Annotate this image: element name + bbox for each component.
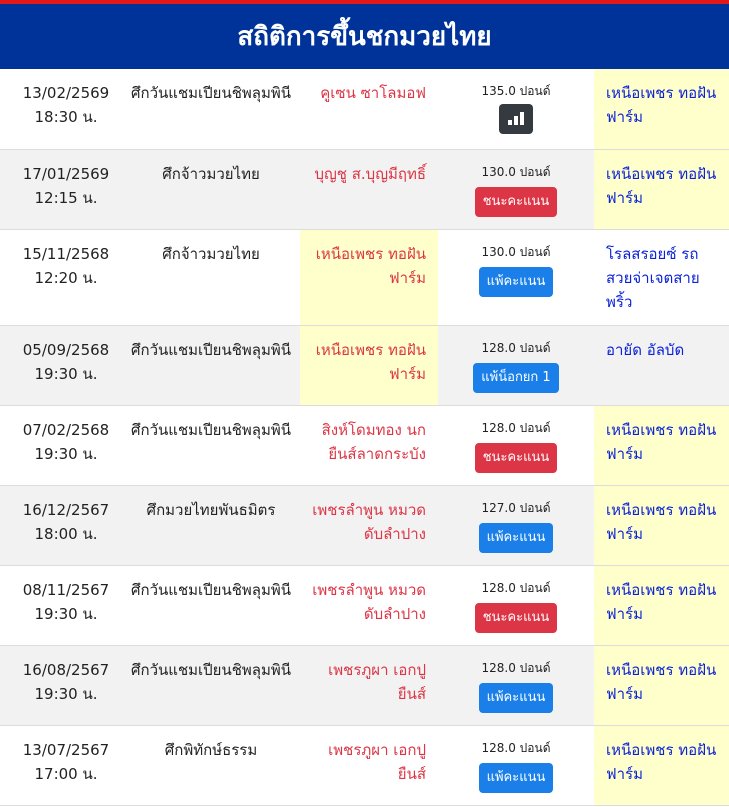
- fight-date: 05/09/2568: [22, 340, 110, 359]
- fighter-name[interactable]: เหนือเพชร ทอฝันฟาร์ม: [606, 84, 717, 126]
- fighter-name[interactable]: เพชรลำพูน หมวดดับลำปาง: [312, 500, 426, 543]
- fighter-name[interactable]: เหนือเพชร ทอฝันฟาร์ม: [315, 340, 426, 383]
- event-name: ศึกวันแชมเปียนชิพลุมพินี: [131, 84, 291, 102]
- red-corner-fighter[interactable]: [300, 565, 438, 645]
- fight-date: 08/11/2567: [22, 580, 110, 599]
- result-badge: แพ้คะแนน: [479, 523, 554, 553]
- result-cell: [438, 405, 594, 485]
- fight-date: 13/02/2569: [22, 84, 110, 102]
- fight-time: 17:00 น.: [34, 764, 98, 783]
- result-cell: [438, 725, 594, 805]
- fight-time: 19:30 น.: [34, 604, 98, 623]
- result-badge: ชนะคะแนน: [475, 443, 558, 473]
- fighter-name[interactable]: คูเซน ซาโลมอฟ: [320, 84, 426, 102]
- result-badge: แพ้คะแนน: [479, 267, 554, 297]
- event-name: ศึกจ้าวมวยไทย: [162, 164, 260, 183]
- result-badge: ชนะคะแนน: [475, 187, 558, 217]
- blue-corner-fighter[interactable]: [594, 149, 729, 229]
- fighter-name[interactable]: เหนือเพชร ทอฝันฟาร์ม: [606, 660, 717, 703]
- fight-row: [0, 325, 729, 405]
- fight-date-cell: [0, 405, 122, 485]
- blue-corner-fighter[interactable]: [594, 485, 729, 565]
- fighter-name[interactable]: เพชรลำพูน หมวดดับลำปาง: [312, 580, 426, 623]
- fight-row: [0, 565, 729, 645]
- fighter-name[interactable]: โรลสรอยซ์ รถสวยจ่าเจตสายพริ้ว: [606, 244, 700, 311]
- fighter-name[interactable]: เพชรภูผา เอกปู ยืนส์: [328, 740, 426, 783]
- fighter-name[interactable]: สิงห์โดมทอง นกยืนส์ลาดกระบัง: [321, 420, 426, 463]
- event-name: ศึกวันแชมเปียนชิพลุมพินี: [131, 420, 291, 439]
- result-cell: [438, 565, 594, 645]
- blue-corner-fighter[interactable]: [594, 725, 729, 805]
- fight-row: [0, 149, 729, 229]
- fight-time: 19:30 น.: [34, 364, 98, 383]
- red-corner-fighter[interactable]: [300, 325, 438, 405]
- fight-row: [0, 229, 729, 325]
- fight-date: 17/01/2569: [22, 164, 110, 183]
- fighter-name[interactable]: เหนือเพชร ทอฝันฟาร์ม: [606, 500, 717, 543]
- result-badge: แพ้คะแนน: [479, 683, 554, 713]
- fighter-name[interactable]: เหนือเพชร ทอฝันฟาร์ม: [606, 164, 717, 207]
- weight-class: 128.0 ปอนด์: [481, 580, 551, 595]
- weight-class: 128.0 ปอนด์: [481, 340, 551, 355]
- fight-time: 12:20 น.: [34, 268, 98, 287]
- blue-corner-fighter[interactable]: [594, 405, 729, 485]
- event-name: ศึกมวยไทยพันธมิตร: [146, 500, 276, 519]
- fight-date-cell: [0, 645, 122, 725]
- red-corner-fighter[interactable]: [300, 725, 438, 805]
- fight-row: [0, 645, 729, 725]
- blue-corner-fighter[interactable]: [594, 325, 729, 405]
- red-corner-fighter[interactable]: [300, 69, 438, 149]
- result-cell: [438, 645, 594, 725]
- fight-date-cell: [0, 69, 122, 149]
- fight-date-cell: [0, 149, 122, 229]
- fight-record-table: [0, 69, 729, 806]
- blue-corner-fighter[interactable]: [594, 229, 729, 325]
- bar-chart-icon[interactable]: [499, 104, 533, 134]
- result-cell: [438, 229, 594, 325]
- fight-date: 16/08/2567: [22, 660, 110, 679]
- weight-class: 127.0 ปอนด์: [481, 500, 551, 515]
- fighter-name[interactable]: เหนือเพชร ทอฝันฟาร์ม: [606, 740, 717, 783]
- event-name: ศึกวันแชมเปียนชิพลุมพินี: [131, 340, 291, 359]
- fight-time: 18:00 น.: [34, 524, 98, 543]
- red-corner-fighter[interactable]: [300, 229, 438, 325]
- red-corner-fighter[interactable]: [300, 149, 438, 229]
- fight-date-cell: [0, 325, 122, 405]
- page-title: สถิติการขึ้นชกมวยไทย: [237, 22, 492, 52]
- result-cell: [438, 69, 594, 149]
- result-badge: แพ้น็อกยก 1: [473, 363, 558, 393]
- fighter-name[interactable]: เพชรภูผา เอกปู ยืนส์: [328, 660, 426, 703]
- weight-class: 130.0 ปอนด์: [481, 164, 551, 179]
- fight-date: 13/07/2567: [22, 740, 110, 759]
- fight-row: [0, 725, 729, 805]
- page-header: [0, 4, 729, 69]
- event-name: ศึกวันแชมเปียนชิพลุมพินี: [131, 580, 291, 599]
- fight-date: 16/12/2567: [22, 500, 110, 519]
- weight-class: 128.0 ปอนด์: [481, 660, 551, 675]
- event-name: ศึกพิทักษ์ธรรม: [164, 740, 258, 759]
- fight-row: [0, 485, 729, 565]
- result-badge: แพ้คะแนน: [479, 763, 554, 793]
- fight-date: 15/11/2568: [22, 244, 110, 263]
- red-corner-fighter[interactable]: [300, 645, 438, 725]
- weight-class: 128.0 ปอนด์: [481, 740, 551, 755]
- fight-row: [0, 69, 729, 149]
- blue-corner-fighter[interactable]: [594, 565, 729, 645]
- fight-date-cell: [0, 725, 122, 805]
- fight-time: 18:30 น.: [34, 108, 98, 126]
- red-corner-fighter[interactable]: [300, 405, 438, 485]
- event-name: ศึกวันแชมเปียนชิพลุมพินี: [131, 660, 291, 679]
- weight-class: 130.0 ปอนด์: [481, 244, 551, 259]
- fight-time: 19:30 น.: [34, 684, 98, 703]
- fight-time: 19:30 น.: [34, 444, 98, 463]
- fighter-name[interactable]: เหนือเพชร ทอฝันฟาร์ม: [606, 420, 717, 463]
- weight-class: 128.0 ปอนด์: [481, 420, 551, 435]
- fight-time: 12:15 น.: [34, 188, 98, 207]
- result-cell: [438, 149, 594, 229]
- result-cell: [438, 325, 594, 405]
- fighter-name[interactable]: อายัด อัลบัด: [606, 340, 685, 359]
- result-cell: [438, 485, 594, 565]
- blue-corner-fighter[interactable]: [594, 69, 729, 149]
- red-corner-fighter[interactable]: [300, 485, 438, 565]
- fighter-name[interactable]: เหนือเพชร ทอฝันฟาร์ม: [606, 580, 717, 623]
- fight-date-cell: [0, 485, 122, 565]
- fighter-name[interactable]: บุญชู ส.บุญมีฤทธิ์: [314, 164, 426, 183]
- fight-date-cell: [0, 565, 122, 645]
- result-badge: ชนะคะแนน: [475, 603, 558, 633]
- fighter-name[interactable]: เหนือเพชร ทอฝันฟาร์ม: [315, 244, 426, 287]
- fight-row: [0, 405, 729, 485]
- weight-class: 135.0 ปอนด์: [481, 84, 551, 98]
- blue-corner-fighter[interactable]: [594, 645, 729, 725]
- fight-date: 07/02/2568: [22, 420, 110, 439]
- fight-date-cell: [0, 229, 122, 325]
- event-name: ศึกจ้าวมวยไทย: [162, 244, 260, 263]
